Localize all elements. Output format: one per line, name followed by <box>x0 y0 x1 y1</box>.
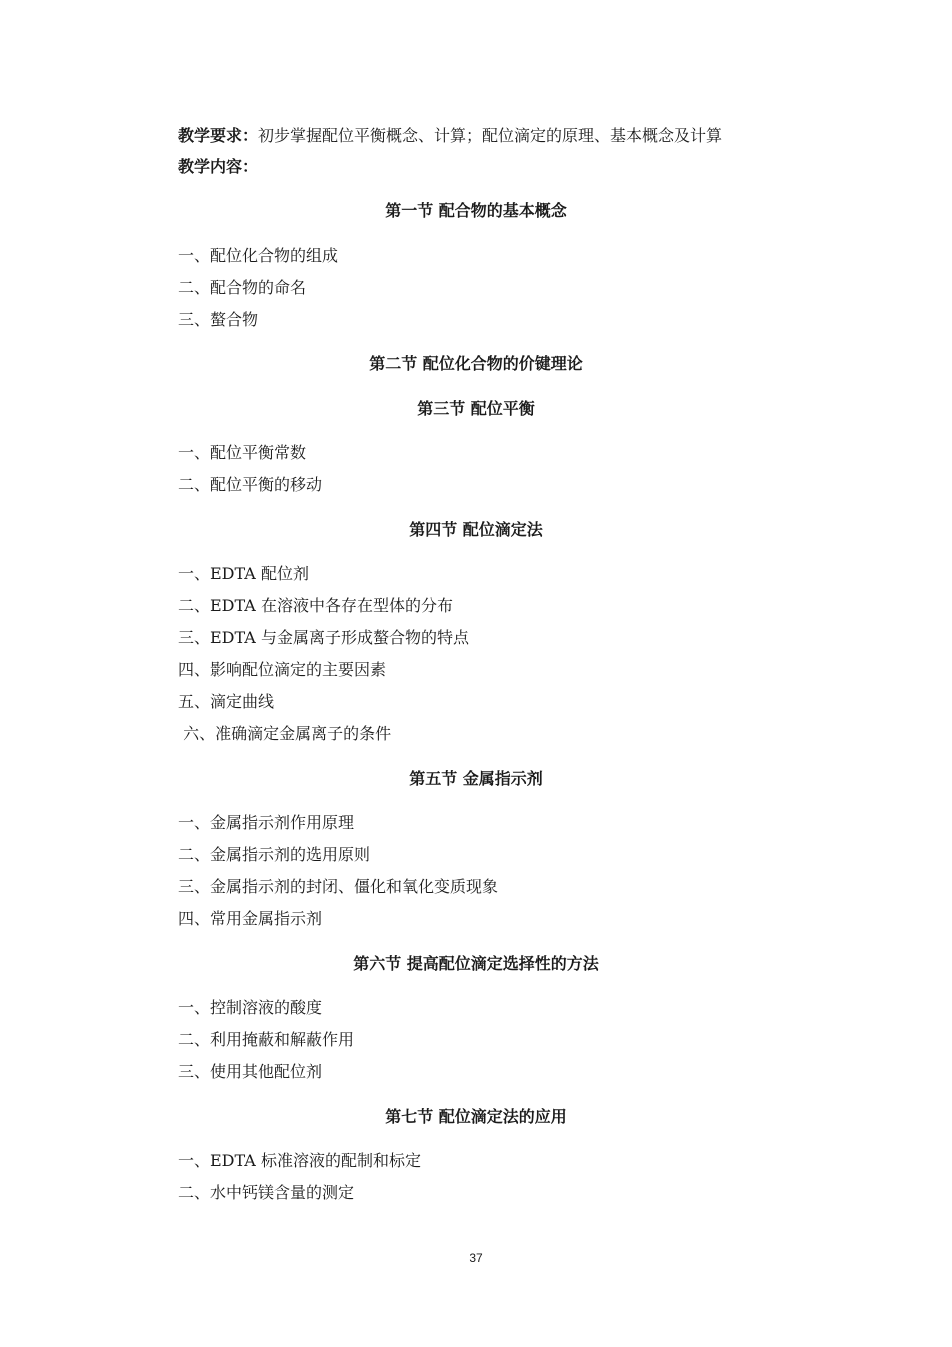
list-item: 二、利用掩蔽和解蔽作用 <box>178 1030 355 1049</box>
requirements-text: 初步掌握配位平衡概念、计算；配位滴定的原理、基本概念及计算 <box>258 126 723 145</box>
section-heading-4: 第四节 配位滴定法 <box>409 520 543 539</box>
list-item: 二、金属指示剂的选用原则 <box>178 845 371 864</box>
list-item: 二、水中钙镁含量的测定 <box>178 1183 355 1202</box>
list-item: 一、金属指示剂作用原理 <box>178 813 355 832</box>
list-item: 三、金属指示剂的封闭、僵化和氧化变质现象 <box>178 877 499 896</box>
list-item: 四、影响配位滴定的主要因素 <box>178 660 387 679</box>
list-item: 三、使用其他配位剂 <box>178 1062 323 1081</box>
section-heading-6: 第六节 提高配位滴定选择性的方法 <box>353 954 599 973</box>
list-item: 二、配位平衡的移动 <box>178 475 323 494</box>
list-item: 四、常用金属指示剂 <box>178 909 323 928</box>
section-heading-1: 第一节 配合物的基本概念 <box>385 201 567 220</box>
list-item: 三、EDTA 与金属离子形成螯合物的特点 <box>178 628 469 647</box>
list-item: 二、EDTA 在溶液中各存在型体的分布 <box>178 596 453 615</box>
teaching-content-label: 教学内容： <box>178 157 259 176</box>
section-heading-5: 第五节 金属指示剂 <box>409 769 543 788</box>
list-item: 一、EDTA 配位剂 <box>178 564 309 583</box>
list-item: 一、EDTA 标准溶液的配制和标定 <box>178 1151 421 1170</box>
teaching-requirements <box>178 124 722 148</box>
requirements-label: 教学要求： <box>178 126 259 145</box>
list-item: 六、准确滴定金属离子的条件 <box>178 724 392 743</box>
list-item: 二、配合物的命名 <box>178 278 307 297</box>
page-number: 37 <box>469 1251 483 1265</box>
list-item: 三、螯合物 <box>178 310 259 329</box>
list-item: 一、配位化合物的组成 <box>178 246 339 265</box>
list-item: 一、控制溶液的酸度 <box>178 998 323 1017</box>
section-heading-7: 第七节 配位滴定法的应用 <box>385 1107 567 1126</box>
section-heading-3: 第三节 配位平衡 <box>417 399 535 418</box>
list-item: 五、滴定曲线 <box>178 692 275 711</box>
list-item: 一、配位平衡常数 <box>178 443 307 462</box>
section-heading-2: 第二节 配位化合物的价键理论 <box>369 354 583 373</box>
